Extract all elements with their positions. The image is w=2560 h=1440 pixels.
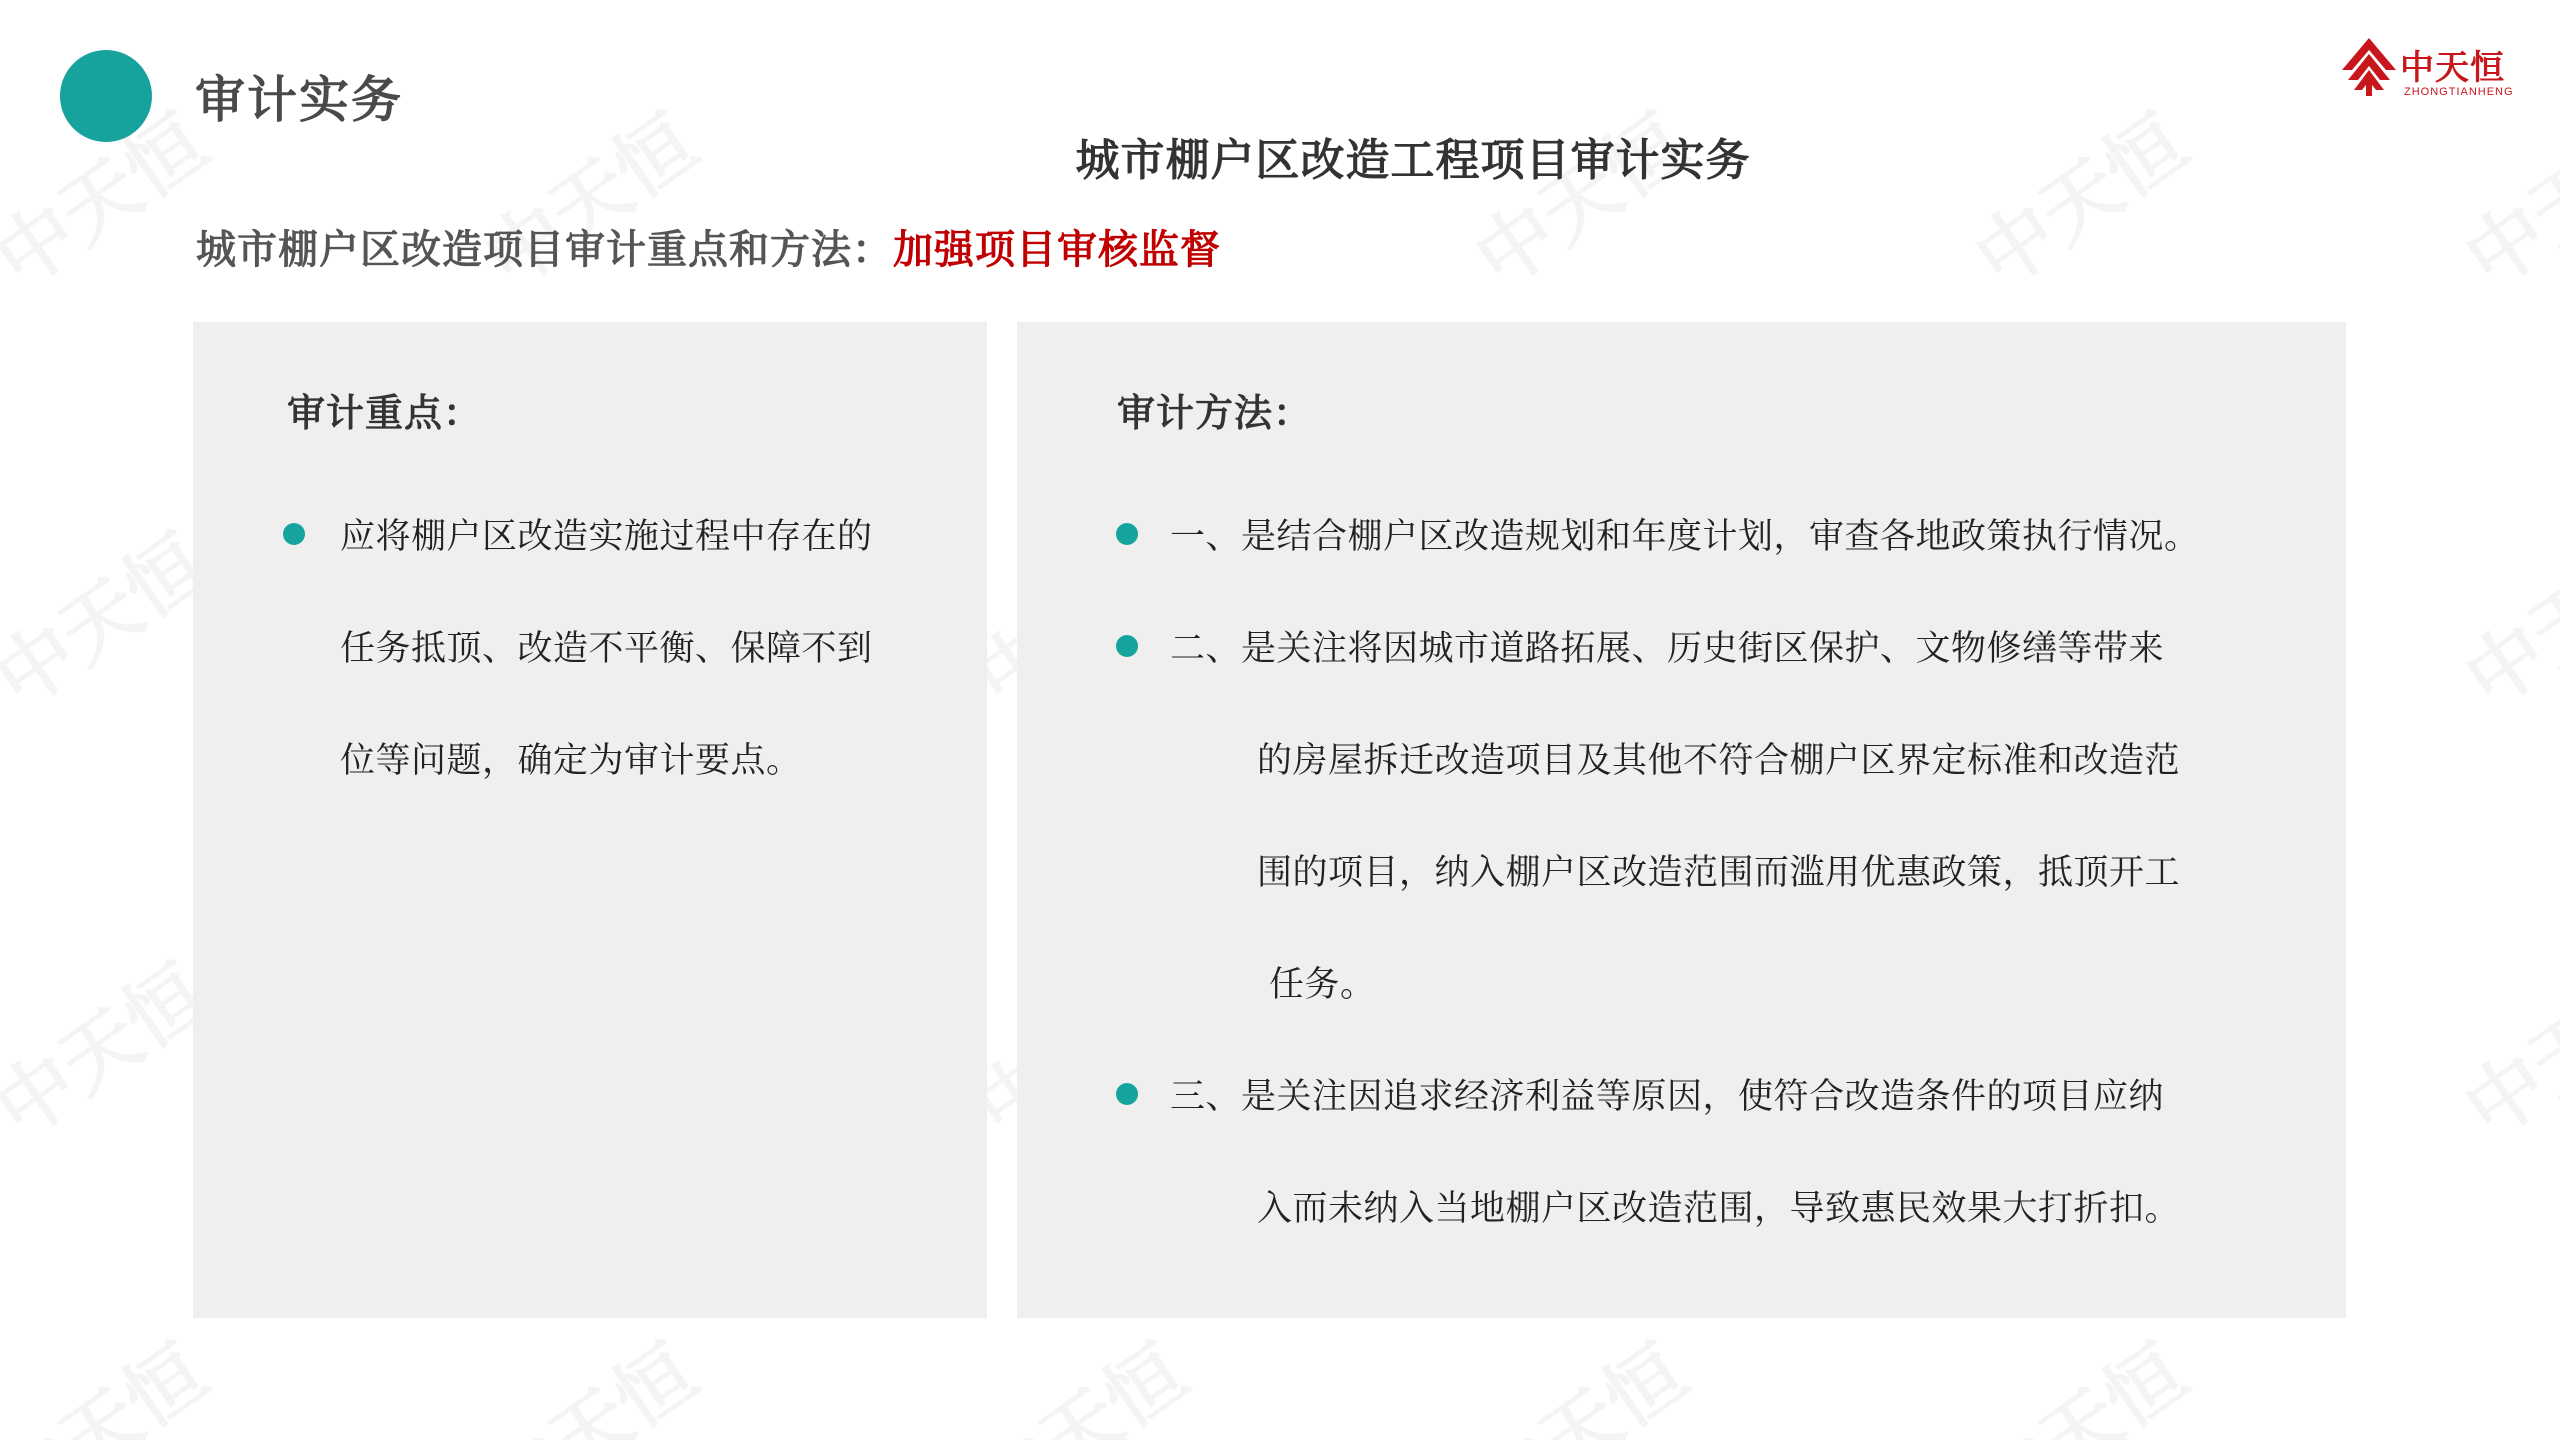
bullet-icon [1116, 635, 1138, 657]
watermark [1449, 1313, 1705, 1440]
logo-name: 中天恒 [2400, 48, 2505, 88]
watermark [2439, 83, 2560, 309]
method-line: 一、是结合棚户区改造规划和年度计划，审查各地政策执行情况。 [1170, 517, 2200, 557]
page-title: 城市棚户区改造工程项目审计实务 [1075, 135, 1751, 186]
watermark [2439, 933, 2560, 1159]
subheading-prefix: 城市棚户区改造项目审计重点和方法： [196, 227, 893, 273]
bullet-icon [283, 523, 305, 545]
method-line: 的房屋拆迁改造项目及其他不符合棚户区界定标准和改造范 [1257, 741, 2181, 781]
watermark [1449, 83, 1705, 309]
watermark [949, 1313, 1205, 1440]
bullet-icon [1116, 1083, 1138, 1105]
section-title: 审计实务 [195, 71, 403, 129]
watermark [459, 1313, 715, 1440]
method-line: 二、是关注将因城市道路拓展、历史街区保护、文物修缮等带来 [1170, 629, 2165, 669]
focus-line: 应将棚户区改造实施过程中存在的 [340, 517, 873, 557]
bullet-icon [1116, 523, 1138, 545]
focus-line: 任务抵顶、改造不平衡、保障不到 [340, 629, 873, 669]
focus-line: 位等问题，确定为审计要点。 [340, 741, 802, 781]
watermark [2439, 503, 2560, 729]
watermark [1949, 83, 2205, 309]
company-logo [2340, 36, 2514, 102]
audit-focus-panel [193, 322, 987, 1318]
method-line: 任务。 [1269, 965, 1376, 1005]
subheading [196, 218, 1221, 275]
method-line: 入而未纳入当地棚户区改造范围，导致惠民效果大打折扣。 [1257, 1189, 2181, 1229]
watermark [1949, 1313, 2205, 1440]
audit-focus-heading: 审计重点： [287, 391, 483, 435]
audit-methods-panel [1017, 322, 2346, 1318]
subheading-accent: 加强项目审核监督 [893, 227, 1221, 273]
watermark [459, 83, 715, 309]
method-line: 围的项目，纳入棚户区改造范围而滥用优惠政策，抵顶开工 [1257, 853, 2181, 893]
logo-subtitle: ZHONGTIANHENG [2404, 86, 2514, 98]
watermark [0, 933, 225, 1159]
method-line: 三、是关注因追求经济利益等原因，使符合改造条件的项目应纳 [1170, 1077, 2165, 1117]
watermark [0, 503, 225, 729]
logo-emblem-icon [2340, 36, 2398, 98]
audit-methods-heading: 审计方法： [1117, 391, 1313, 435]
watermark [0, 1313, 225, 1440]
